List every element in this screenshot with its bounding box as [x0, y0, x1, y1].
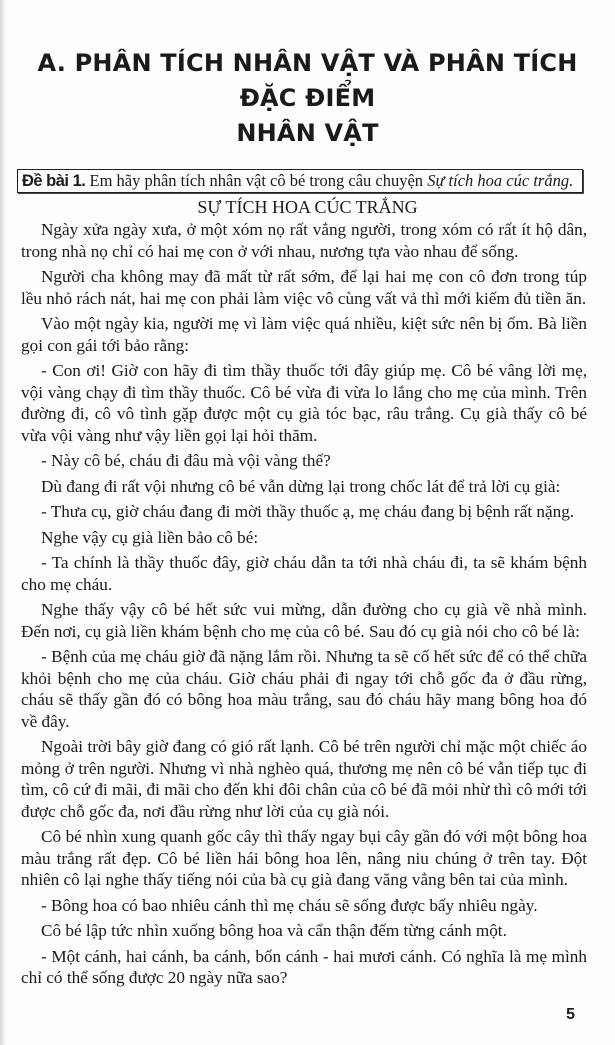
story-paragraph: Vào một ngày kia, người mẹ vì làm việc quá nhiều, kiệt sức nên bị ốm. Bà liền gọi con gái tới bảo rằng: [21, 314, 587, 355]
story-paragraph: Ngoài trời bây giờ đang có gió rất lạnh. Cô bé trên người chỉ mặc một chiếc áo mỏng ở trên người. Nhưng vì nhà nghèo quá, thương mẹ nên cô bé vẫn tiếp tục đi tìm, cô cứ đi mãi, đi mãi cho đến khi đôi chân của cô bé đã mỏi nhừ thì cô mới tới được chỗ gốc đa, nơi đầu rừng như lời của cụ già nói. [21, 737, 587, 821]
story-paragraph: Dù đang đi rất vội nhưng cô bé vẫn dừng lại trong chốc lát để trả lời cụ già: [41, 476, 561, 496]
story-paragraph: - Một cánh, hai cánh, ba cánh, bốn cánh - hai mươi cánh. Có nghĩa là mẹ mình chỉ có thể sống được 20 ngày nữa sao? [21, 946, 587, 987]
task-label: Đề bài 1. [22, 172, 86, 190]
story-paragraph: Nghe thấy vậy cô bé hết sức vui mừng, dẫn đường cho cụ già về nhà mình. Đến nơi, cụ già liền khám bệnh cho mẹ của cô bé. Sau đó cụ già nói cho cô bé là: [21, 600, 587, 641]
section-heading-line-1: A. PHÂN TÍCH NHÂN VẬT VÀ PHÂN TÍCH ĐẶC ĐIỂM [37, 49, 578, 112]
story-paragraph: - Ta chính là thầy thuốc đây, giờ cháu dẫn ta tới nhà cháu đi, ta sẽ khám bệnh cho mẹ cháu. [21, 553, 587, 594]
section-heading [20, 46, 595, 151]
story-paragraph: - Bệnh của mẹ cháu giờ đã nặng lắm rồi. Nhưng ta sẽ cố hết sức để có thể chữa khỏi bệnh cho mẹ của cháu. Giờ cháu phải đi ngay tới chỗ gốc đa ở đầu rừng, cháu sẽ thấy gần đó có bông hoa màu trắng, sau đó cháu hãy mang bông hoa đó về đây. [21, 647, 587, 731]
section-heading-line-2: NHÂN VẬT [236, 119, 379, 147]
story-title: SỰ TÍCH HOA CÚC TRẮNG [197, 197, 418, 217]
story-paragraph: - Thưa cụ, giờ cháu đang đi mời thầy thuốc ạ, mẹ cháu đang bị bệnh rất nặng. [41, 502, 575, 521]
task-question: Em hãy phân tích nhân vật cô bé trong câu chuyện [89, 171, 424, 190]
story-paragraph: Người cha không may đã mất từ rất sớm, để lại hai mẹ con cô đơn trong túp lều nhỏ rách nát, hai mẹ con phải làm việc vô cùng vất vả thì mới kiếm đủ tiền ăn. [21, 267, 587, 308]
page-edge-shadow [0, 0, 6, 1045]
task-box [17, 169, 583, 193]
story-body [21, 219, 587, 989]
story-paragraph: - Bông hoa có bao nhiêu cánh thì mẹ cháu sẽ sống được bấy nhiêu ngày. [41, 895, 538, 915]
story-paragraph: - Này cô bé, cháu đi đâu mà vội vàng thế? [41, 451, 331, 470]
page-number: 5 [566, 1005, 575, 1023]
story-paragraph: - Con ơi! Giờ con hãy đi tìm thầy thuốc tới đây giúp mẹ. Cô bé vâng lời mẹ, vội vàng chạy đi tìm thầy thuốc. Cô bé vừa đi vừa lo lắng cho mẹ của mình. Trên đường đi, cô vô tình gặp được một cụ già tóc bạc, râu trắng. Cụ già thấy cô bé vừa vội vàng như vậy liền gọi lại hỏi thăm. [21, 361, 587, 445]
story-paragraph: Ngày xửa ngày xưa, ở một xóm nọ rất vắng người, trong xóm có rất ít hộ dân, trong nhà nọ chỉ có hai mẹ con ở với nhau, nương tựa vào nhau để sống. [21, 220, 587, 261]
task-story-name: Sự tích hoa cúc trắng. [427, 171, 574, 190]
story-paragraph: Cô bé nhìn xung quanh gốc cây thì thấy ngay bụi cây gần đó với một bông hoa màu trắng rất đẹp. Cô bé liền hái bông hoa lên, nâng niu chúng ở trên tay. Đột nhiên cô lại nghe thấy tiếng nói của bà cụ già đang văng vẳng bên tai của mình. [21, 827, 587, 889]
story-paragraph: Cô bé lập tức nhìn xuống bông hoa và cẩn thận đếm từng cánh một. [41, 921, 507, 940]
story-paragraph: Nghe vậy cụ già liền bảo cô bé: [41, 527, 259, 547]
